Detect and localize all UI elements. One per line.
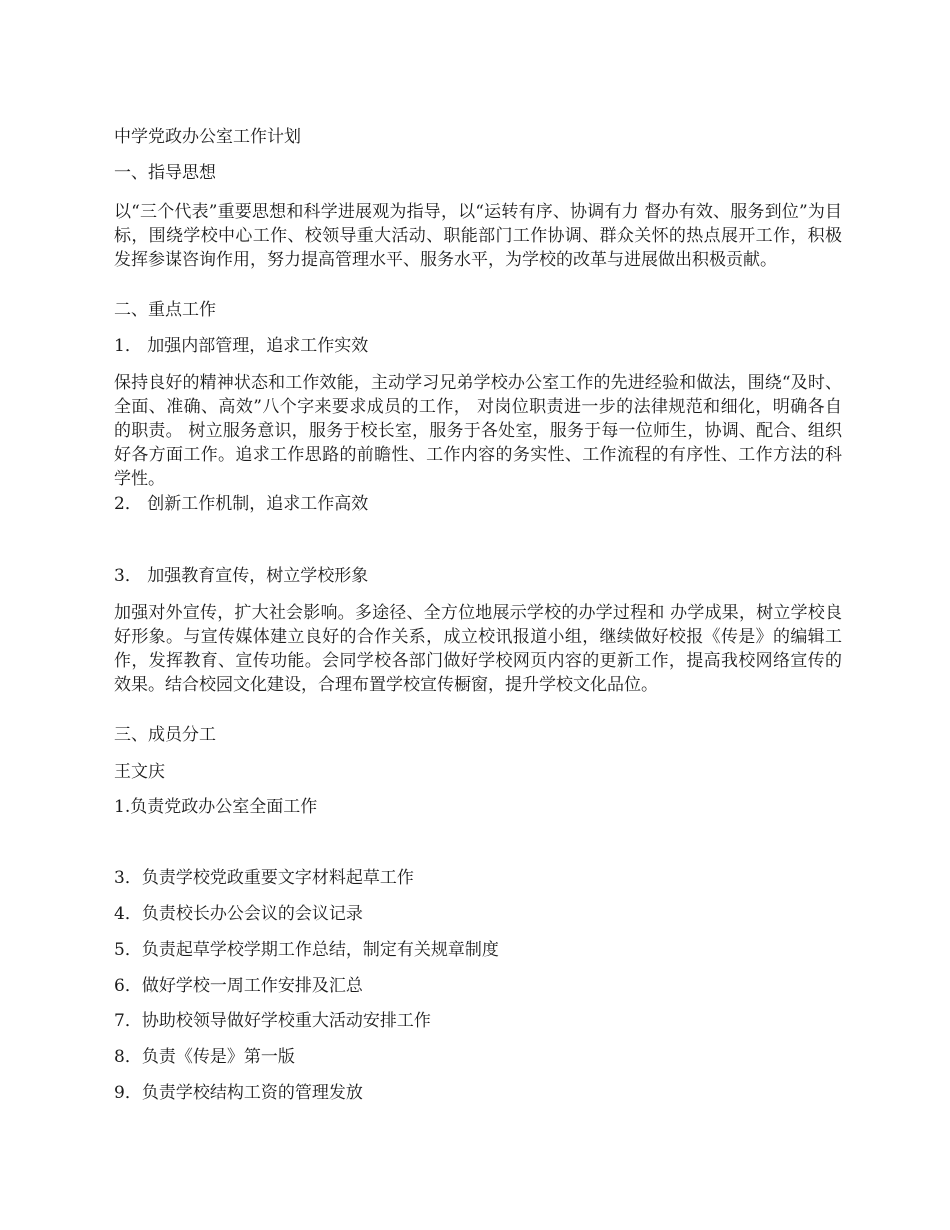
duty-item: 5．负责起草学校学期工作总结，制定有关规章制度: [114, 940, 499, 960]
document-title: 中学党政办公室工作计划: [114, 127, 301, 147]
paragraph-guiding-ideology: 以“三个代表”重要思想和科学进展观为指导，以“运转有序、协调有力 督办有效、服务到位”为目标，围绕学校中心工作、校领导重大活动、职能部门工作协调、群众关怀的热点展开工作，积极发挥参谋咨询作用，努力提高管理水平、服务水平，为学校的改革与进展做出积极贡献。: [114, 202, 842, 270]
duty-item: 3．负责学校党政重要文字材料起草工作: [114, 868, 414, 888]
duty-item: 9．负责学校结构工资的管理发放: [114, 1083, 363, 1103]
paragraph-internal-management: 保持良好的精神状态和工作效能，主动学习兄弟学校办公室工作的先进经验和做法，围绕“及时、全面、准确、高效”八个字来要求成员的工作， 对岗位职责进一步的法律规范和细化，明确各自的职责。 树立服务意识，服务于校长室，服务于各处室，服务于每一位师生，协调、配合、组织好各方面工作。追求工作思路的前瞻性、工作内容的务实性、工作流程的有序性、工作方法的科学性。: [114, 373, 842, 489]
duty-item: 8．负责《传是》第一版: [114, 1047, 295, 1067]
paragraph-education-publicity: 加强对外宣传，扩大社会影响。多途径、全方位地展示学校的办学过程和 办学成果，树立学校良好形象。与宣传媒体建立良好的合作关系，成立校讯报道小组，继续做好校报《传是》的编辑工作，发挥教育、宣传功能。会同学校各部门做好学校网页内容的更新工作，提高我校网络宣传的效果。结合校园文化建设，合理布置学校宣传橱窗，提升学校文化品位。: [114, 603, 842, 695]
section-heading-member-division: 三、成员分工: [114, 725, 216, 745]
item-title-internal-management: 1． 加强内部管理，追求工作实效: [114, 336, 369, 356]
section-heading-key-work: 二、重点工作: [114, 300, 216, 320]
duty-item: 4．负责校长办公会议的会议记录: [114, 904, 363, 924]
item-title-work-mechanism: 2． 创新工作机制，追求工作高效: [114, 494, 369, 514]
item-title-education-publicity: 3． 加强教育宣传，树立学校形象: [114, 566, 369, 586]
section-heading-guiding-ideology: 一、指导思想: [114, 163, 216, 183]
duty-item: 6．做好学校一周工作安排及汇总: [114, 976, 363, 996]
duty-item: 7．协助校领导做好学校重大活动安排工作: [114, 1011, 431, 1031]
member-name: 王文庆: [114, 762, 165, 782]
duty-item: 1.负责党政办公室全面工作: [114, 797, 318, 817]
